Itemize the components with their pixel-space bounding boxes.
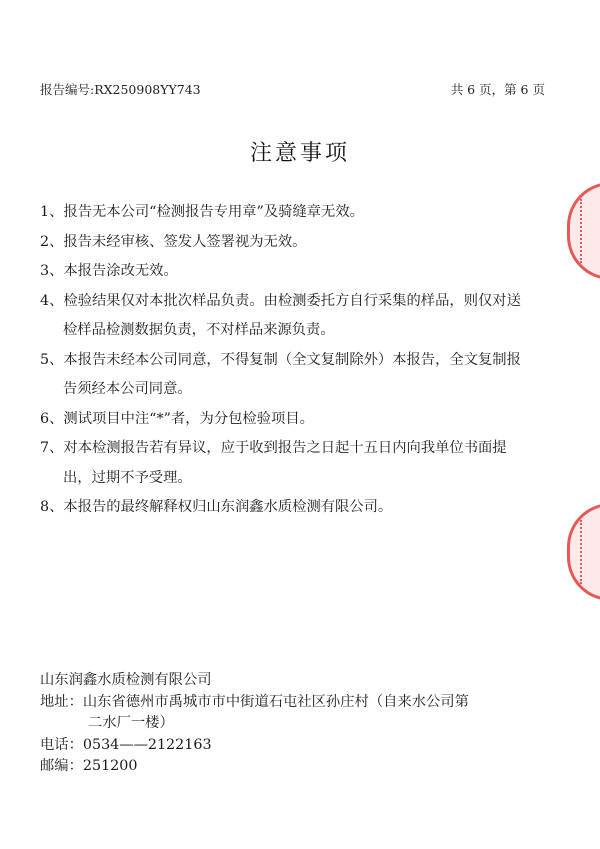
notice-text: 4、检验结果仅对本批次样品负责。由检测委托方自行采集的样品，则仅对送 <box>40 292 521 309</box>
notice-item-6 <box>40 405 560 435</box>
notice-text: 7、对本检测报告若有异议，应于收到报告之日起十五日内向我单位书面提 <box>40 440 507 456</box>
notice-text: 5、本报告未经本公司同意，不得复制（全文复制除外）本报告，全文复制报 <box>40 351 521 368</box>
notice-text: 2、报告未经审核、签发人签署视为无效。 <box>40 233 307 250</box>
notice-item-4 <box>40 287 560 346</box>
page-title: 注意事项 <box>249 141 350 166</box>
notice-item-3 <box>40 257 560 287</box>
notice-item-1 <box>40 198 560 228</box>
notice-text-continued: 出，过期不予受理。 <box>63 469 192 486</box>
company-address: 地址：山东省德州市禹城市市中街道石屯社区孙庄村（自来水公司第 <box>40 693 469 710</box>
company-info <box>40 670 469 778</box>
notice-item-7 <box>40 434 560 493</box>
notice-item-8 <box>40 493 560 523</box>
company-name: 山东润鑫水质检测有限公司 <box>40 672 212 688</box>
notice-text-continued: 告须经本公司同意。 <box>63 381 192 397</box>
seam-seal-stamp-top <box>567 182 600 280</box>
notice-text-continued: 检样品检测数据负责，不对样品来源负责。 <box>63 322 335 338</box>
notice-item-5 <box>40 346 560 405</box>
report-number: 报告编号:RX250908YY743 <box>40 82 201 97</box>
notice-text: 8、本报告的最终解释权归山东润鑫水质检测有限公司。 <box>40 499 393 515</box>
company-postcode: 邮编：251200 <box>40 758 138 774</box>
notice-item-2 <box>40 228 560 258</box>
seam-seal-stamp-bottom <box>567 503 600 601</box>
notice-text: 1、报告无本公司“检测报告专用章”及骑缝章无效。 <box>40 204 364 220</box>
notice-list <box>40 198 560 523</box>
notice-text: 6、测试项目中注“*”者，为分包检验项目。 <box>40 410 314 427</box>
notice-text: 3、本报告涂改无效。 <box>40 263 178 279</box>
page-indicator: 共 6 页，第 6 页 <box>450 82 545 97</box>
company-phone: 电话：0534——2122163 <box>40 736 212 753</box>
company-address-continued: 二水厂一楼） <box>88 715 174 731</box>
